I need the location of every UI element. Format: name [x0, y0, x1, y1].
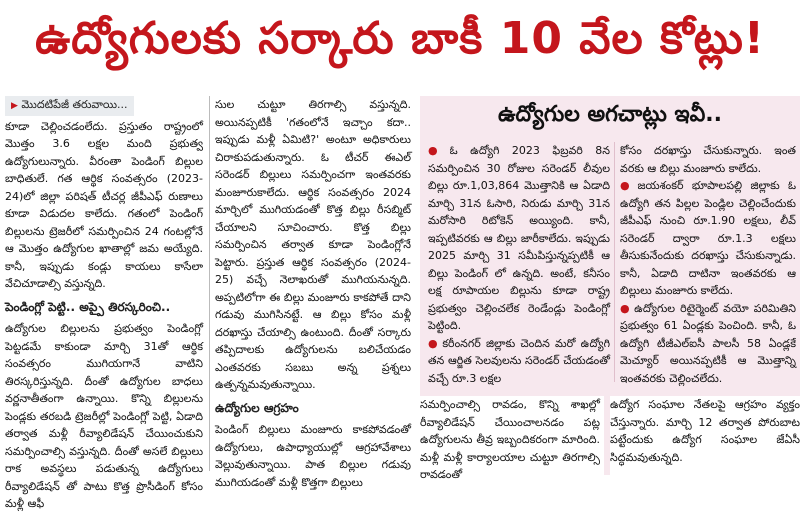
article-continuation-left: [420, 396, 604, 481]
article-continuation-right: [610, 396, 800, 475]
bullet-icon: ●: [620, 179, 635, 192]
bullet-icon: ●: [428, 336, 440, 350]
box-item: కోసం దరఖాస్తు చేసుకున్నారు. ఇంత వరకు ఆ బిల్లు మంజూరు కాలేదు.: [620, 144, 796, 175]
arrow-icon: ▶: [11, 101, 18, 111]
bullet-icon: ●: [428, 144, 447, 157]
box-item: ● ఓ ఉద్యోగి 2023 ఫిబ్రవరి 8న సమర్పించిన 30 రోజుల సరెండర్ లీవుల బిల్లు రూ.1,03,864 మొత్తానికి ఆ ఏడాది మార్చి 31న ఓసారి, నిరుడు మార్చి 31న మరోసారి రిటోకెన్ అయ్యింది. కానీ, ఇప్పటివరకు ఆ బిల్లు జారీకాలేదు. ఇప్పుడు 2025 మార్చి 31 సమీపిస్తున్నప్పటికీ ఆ బిల్లు పెండింగ్ లో ఉన్నది. అంటే, కనీసం లక్ష రూపాయల బిల్లును కూడా రాష్ట్ర ప్రభుత్వం చెల్లించలేక రెండేండ్లు పెండింగ్లో పెట్టింది.: [428, 144, 611, 332]
article-column-2: [215, 96, 411, 489]
continuation-kicker: [5, 96, 134, 116]
article-paragraph: కూడా చెల్లించడంలేదు. ప్రస్తుతం రాష్ట్రంలో మొత్తం 3.6 లక్షల మంది ప్రభుత్వ ఉద్యోగులున్నారు. వీరంతా పెండింగ్ బిల్లుల బాధితులే. గత ఆర్థిక సంవత్సరం (2023-24)లో జిల్లా పరిషత్ టీచర్ల జీపీఎఫ్ రుణాలు కూడా విడుదల కాలేదు. గతంలో పెండింగ్ బిల్లులను ట్రెజరీలో సమర్పించిన 24 గంటల్లోనే ఆ మొత్తం ఉద్యోగుల ఖాతాల్లో జమ అయ్యేది. కానీ, ఇప్పుడు కండ్లు కాయలు కాసేలా వేచిచూడాల్సి వస్తున్నది.: [5, 119, 203, 290]
kicker-label: మొదటిపేజీ తరువాయి...: [21, 98, 128, 111]
box-item: ● జయశంకర్ భూపాలపల్లి జిల్లాకు ఓ ఉద్యోగి తన పిల్లల పెండ్లిల చెల్లించేందుకు జీపీఎఫ్ నుంచి రూ.1.90 లక్షలు, లీవ్ సరెండర్ ద్వారా రూ.1.3 లక్షలు తీసుకునేందుకు దరఖాస్తు చేసుకున్నాడు. కానీ, ఏడాది దాటినా ఇంతవరకు ఆ బిల్లులు మంజూరు కాలేదు.: [620, 179, 796, 297]
bullet-icon: ●: [620, 301, 632, 315]
column-divider: [209, 96, 210, 471]
box-column-1: [428, 142, 610, 390]
box-item: ● కరీంనగర్ జిల్లాకు చెందిన మరో ఉద్యోగి తన ఆర్జిత సెలవులను సరెండర్ చేయడంతో వచ్చే రూ.3 లక్షల: [428, 336, 611, 385]
box-title: ఉద్యోగుల అగచాట్లు ఇవీ..: [498, 102, 722, 127]
article-column-1: [5, 96, 203, 510]
headline: ఉద్యోగులకు సర్కారు బాకీ 10 వేల కోట్లు!: [35, 13, 765, 64]
article-paragraph: ఉద్యోగుల బిల్లులను ప్రభుత్వం పెండింగ్లో పెట్టడమే కాకుండా మార్చి 31తో ఆర్థిక సంవత్సరం ముగియగానే వాటిని తిరస్కరిస్తున్నది. దీంతో ఉద్యోగుల బాధలు వర్ణనాతీతంగా ఉన్నాయి. కొన్ని బిల్లులను పెండ్లకు తరబడి ట్రెజరీల్లో పెండింగ్లో పెట్టి, ఏడాది తర్వాత మళ్లీ రీవ్యాలిడేషన్ చేయించుకుని సమర్పించాల్సి వస్తున్నది. దీంతో అసలే బిల్లులు రాక అవస్థలు పడుతున్న ఉద్యోగులు రీవ్యాలిడేషన్ తో పాటు కొత్త ప్రొసీడింగ్ కోసం మళ్లీ ఆఫీ: [5, 322, 203, 510]
sidebar-box: [420, 96, 800, 481]
section-subhead: పెండింగ్లో పెట్టి.. అప్పై తిరస్కరించి..: [5, 299, 171, 314]
article-paragraph: ఉద్యోగ సంఘాల నేతలపై ఆగ్రహం వ్యక్తం చేస్తున్నారు. మార్చి 12 తర్వాత పోరుబాట పట్టేందుకు ఉద్యోగ సంఘాల జేఏసీ సిద్ధమవుతున్నది.: [610, 398, 800, 464]
article-paragraph: సుల చుట్టూ తిరగాల్సి వస్తున్నది. అయినప్పటికీ 'గతంలోనే ఇచ్చాం కదా.. ఇప్పుడు మళ్లీ ఏమిటి?' అంటూ అధికారులు చిరాకుపడుతున్నారు. ఓ టీచర్ ఈఎల్ సరెండర్ బిల్లులు సమర్పించగా ఇంతవరకు మంజూరుకాలేదు. ఆర్థిక సంవత్సరం 2024 మార్చిలో ముగియడంతో కొత్త బిల్లు రీసబ్మిట్ చేయాలని సూచించారు. కొత్త బిల్లు సమర్పించిన తర్వాత కూడా పెండింగ్లోనే పెట్టారు. ప్రస్తుత ఆర్థిక సంవత్సరం (2024-25) వచ్చే నెలాఖరుతో ముగియనున్నది. అప్పటిలోగా ఈ బిల్లు మంజూరు కాకపోతే దాని గడువు ముగిసినట్టే. ఆ బిల్లు కోసం మళ్లీ దరఖాస్తు చేయాల్సి ఉంటుంది. దీంతో సర్కారు తప్పిదాలకు ఉద్యోగులను బలిచేయడం ఎంతవరకు సబబు అన్న ప్రశ్నలు ఉత్పన్నమవుతున్నాయి.: [215, 98, 411, 391]
box-column-2: [620, 142, 796, 390]
article-paragraph: సమర్పించాల్సి రావడం, కొన్ని శాఖల్లో రీవ్యాలిడేషన్ చేయించాలనడం పట్ల ఉద్యోగులను తీవ్ర ఇబ్బందికరంగా మారింది. మళ్లీ మళ్లీ కార్యాలయాల చుట్టూ తిరగాల్సి రావడంతో: [420, 398, 600, 481]
box-item: ● ఉద్యోగుల రిటైర్మెంట్ వయో పరిమితిని ప్రభుత్వం 61 ఏండ్లకు పెంచింది. కానీ, ఓ ఉద్యోగి టీజీఎల్ఐసీ పాలసీ 58 ఏండ్లకే మెచ్యూర్ అయినప్పటికీ ఆ మొత్తాన్ని ఇంతవరకు చెల్లించలేదు.: [620, 301, 796, 385]
article-paragraph: పెండింగ్ బిల్లులు మంజూరు కాకపోవడంతో ఉద్యోగులు, ఉపాధ్యాయుల్లో ఆగ్రహావేశాలు వెల్లువుతున్నాయి. పాత బిల్లుల గడువు ముగియడంతో మళ్లీ కొత్తగా బిల్లులు: [215, 423, 411, 489]
section-subhead: ఉద్యోగుల ఆగ్రహం: [215, 400, 299, 415]
box-divider: [614, 142, 615, 382]
